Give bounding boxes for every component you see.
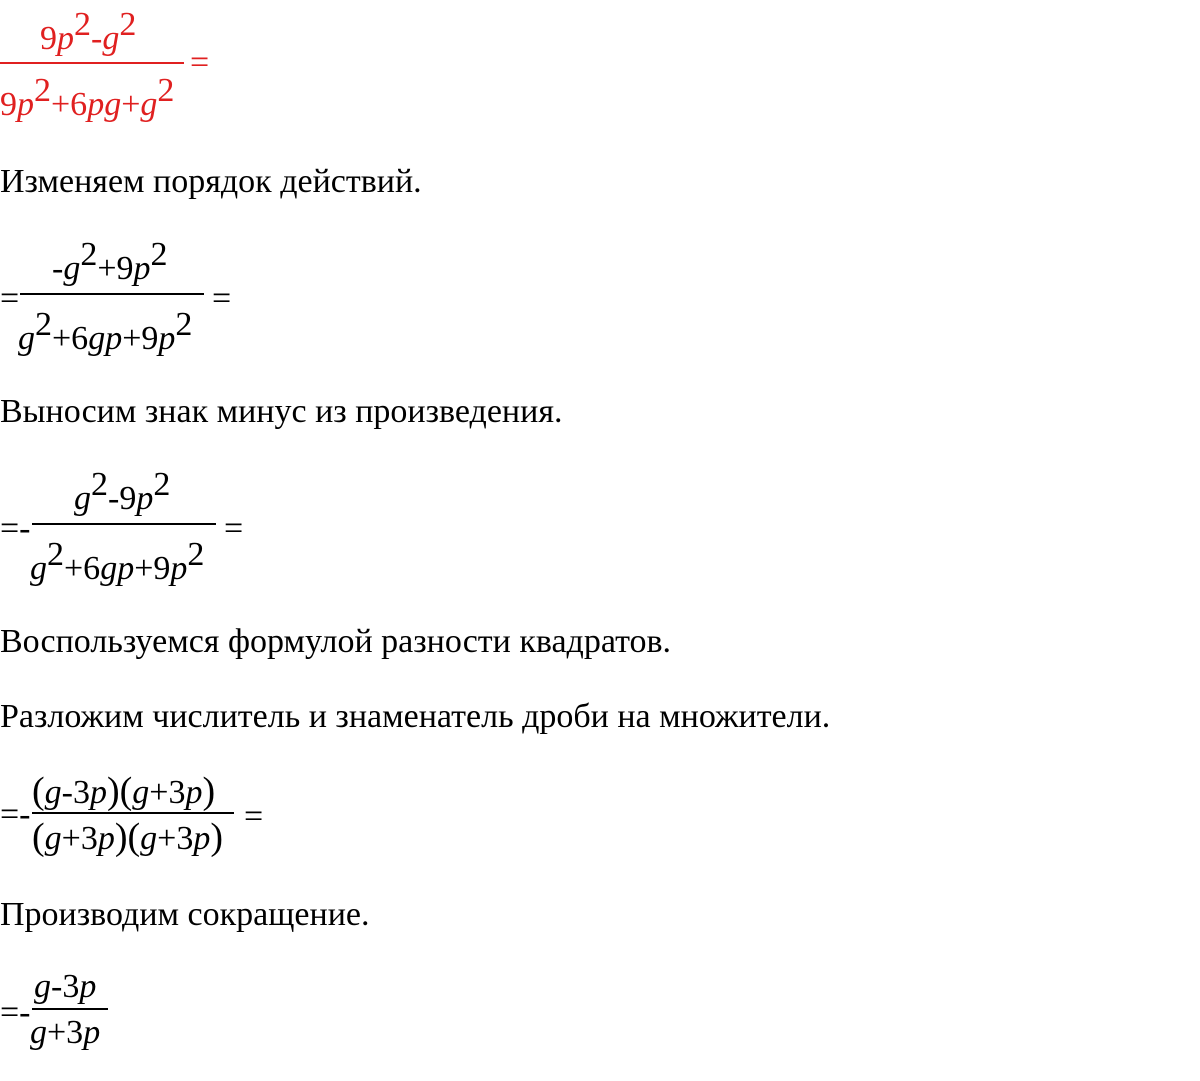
expression-4 <box>0 762 280 872</box>
step-text-4: Разложим числитель и знаменатель дроби на множители. <box>0 698 831 735</box>
expr3-lead: =- <box>0 510 31 547</box>
expr2-fraction-bar <box>20 293 204 295</box>
expr2-equals: = <box>212 280 232 317</box>
expr2-numerator: $-g^2+9p^2$ <box>52 235 168 287</box>
expr5-fraction-bar <box>32 1008 108 1010</box>
expr5-lead: =- <box>0 994 31 1031</box>
problem-numerator: $9p^2-g^2$ <box>40 5 137 57</box>
expr4-equals: = <box>244 798 264 835</box>
expr3-denominator: $g^2+6gp+9p^2$ <box>30 535 205 587</box>
expr4-numerator: (g-3p)(g+3p) <box>32 770 216 812</box>
step-text-1: Изменяем порядок действий. <box>0 163 422 200</box>
expr2-lead: = <box>0 280 20 317</box>
problem-equals: = <box>190 44 210 81</box>
problem-denominator: $9p^2+6pg+g^2$ <box>0 71 175 123</box>
expression-5 <box>0 960 160 1070</box>
expression-3 <box>0 460 260 590</box>
step-text-3: Воспользуемся формулой разности квадратов. <box>0 623 672 660</box>
expr3-equals: = <box>224 510 244 547</box>
expr4-fraction-bar <box>32 812 234 814</box>
expr4-lead: =- <box>0 796 31 833</box>
problem-fraction-bar <box>0 62 184 64</box>
problem-expression <box>0 0 260 130</box>
expr5-numerator: g-3p <box>34 968 97 1005</box>
expr3-fraction-bar <box>32 523 216 525</box>
expr3-numerator: $g^2-9p^2$ <box>74 465 171 517</box>
expr4-denominator: (g+3p)(g+3p) <box>32 816 223 858</box>
expr2-denominator: $g^2+6gp+9p^2$ <box>18 305 193 357</box>
step-text-2: Выносим знак минус из произведения. <box>0 393 563 430</box>
expression-2 <box>0 230 260 360</box>
step-text-5: Производим сокращение. <box>0 896 370 933</box>
expr5-denominator: g+3p <box>30 1014 101 1051</box>
